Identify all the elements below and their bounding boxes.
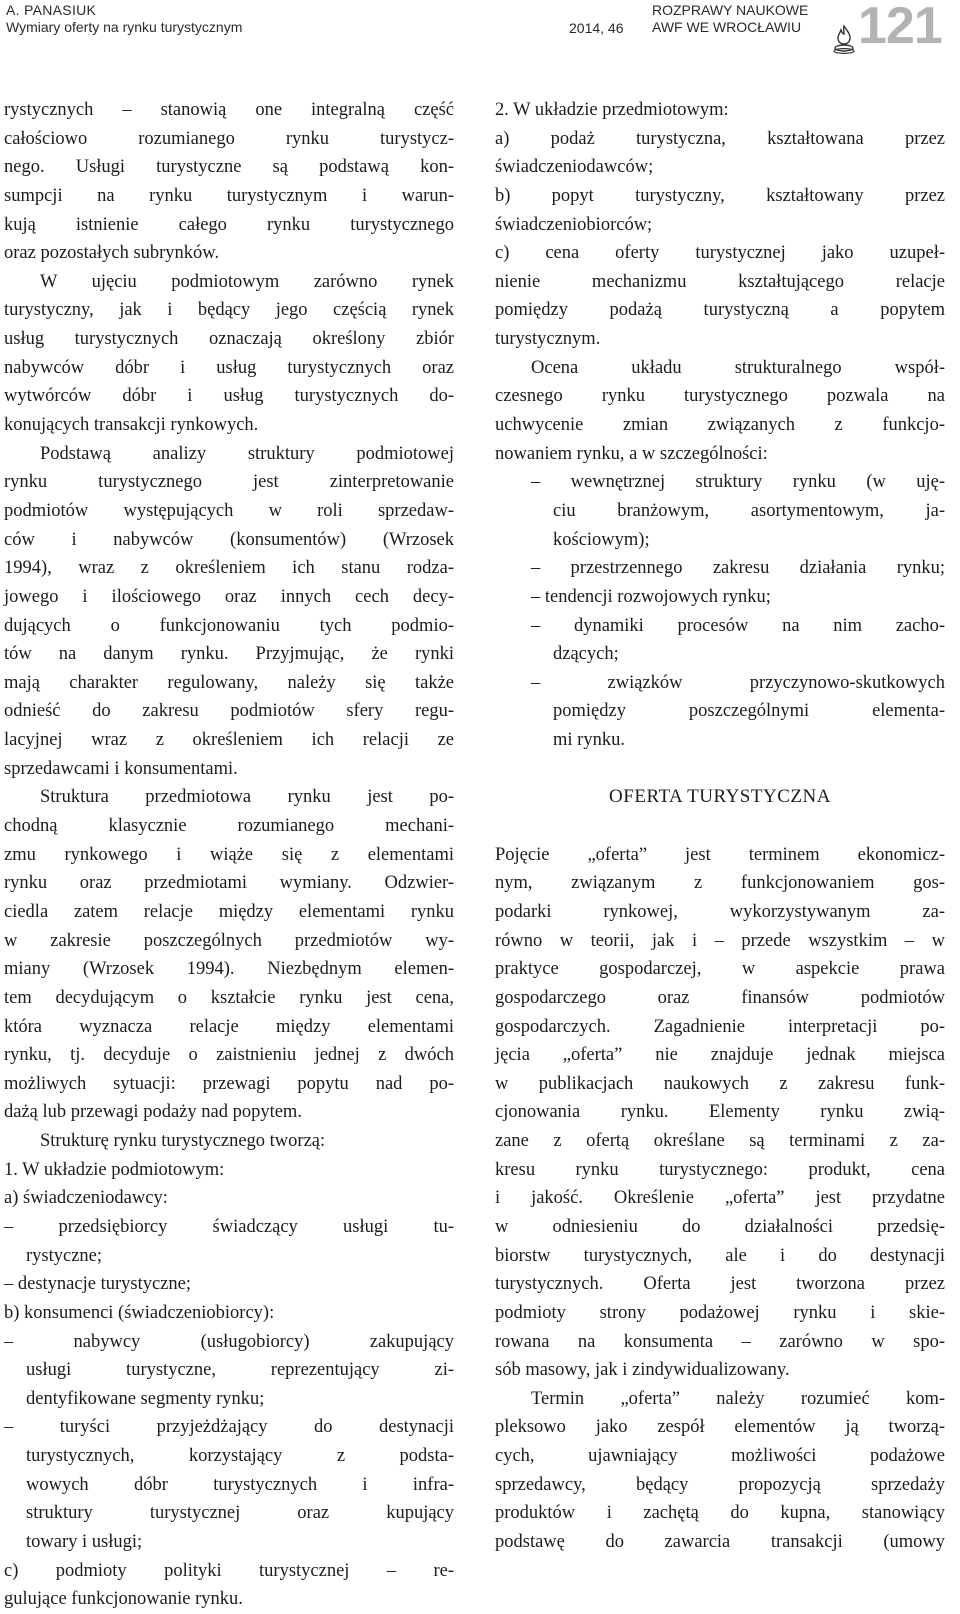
text-line: W ujęciu podmiotowym zarówno rynek: [40, 271, 454, 292]
text-line: podarki rynkowej, wykorzystywanym za-: [495, 901, 945, 922]
text-line: kresu rynku turystycznego: produkt, cena: [495, 1159, 945, 1180]
text-line: dażą lub przewagi podaży nad popytem.: [4, 1102, 302, 1123]
text-line: Strukturę rynku turystycznego tworzą:: [40, 1131, 326, 1152]
text-line: rystycznych – stanowią one integralną część: [4, 100, 454, 120]
text-line: sprzedawcy, będący propozycją sprzedaży: [495, 1474, 945, 1495]
text-line: w zakresie poszczególnych przedmiotów wy-: [4, 930, 454, 951]
left-column: [4, 96, 454, 1614]
text-line: oraz pozostałych subrynków.: [4, 243, 220, 264]
text-line: sób masowy, jak i zindywidualizowany.: [495, 1360, 790, 1381]
list-item: a) świadczeniodawcy:: [4, 1188, 168, 1209]
list-item: b) popyt turystyczny, kształtowany przez: [495, 185, 945, 206]
text-line: rowana na konsumenta – zarówno w spo-: [495, 1331, 945, 1352]
running-head-title: Wymiary oferty na rynku turystycznym: [6, 19, 243, 35]
text-line: biorstw turystycznych, ale i do destynacji: [495, 1245, 945, 1266]
text-line: ciedla zatem relacje między elementami rynku: [4, 901, 454, 922]
journal-name-line1: ROZPRAWY NAUKOWE: [652, 2, 809, 18]
text-line: Pojęcie „oferta” jest terminem ekonomicz-: [495, 844, 945, 865]
text-line: równo w teorii, jak i – przede wszystkim – w: [495, 930, 945, 951]
list-item: c) podmioty polityki turystycznej – re-: [4, 1560, 454, 1581]
spacer: [495, 812, 945, 841]
list-item: turystycznym.: [495, 329, 601, 350]
text-line: gospodarczych. Zagadnienie interpretacji po-: [495, 1016, 945, 1037]
text-line: produktów i zachętą do kupna, stanowiący: [495, 1503, 945, 1524]
text-line: tów na danym rynku. Przyjmując, że rynki: [4, 644, 454, 665]
list-item: – związków przyczynowo-skutkowych: [531, 672, 945, 693]
text-line: tem decydującym o kształcie rynku jest cena,: [4, 987, 454, 1008]
text-line: kują istnienie całego rynku turystycznego: [4, 214, 454, 235]
text-line: w publikacjach naukowych z zakresu funk-: [495, 1073, 945, 1094]
text-line: cych, ujawniający możliwości podażowe: [495, 1446, 945, 1467]
list-item: usługi turystyczne, reprezentujący zi-: [26, 1360, 454, 1381]
running-head-author: A. PANASIUK: [6, 2, 97, 18]
text-line: ców i nabywców (konsumentów) (Wrzosek: [4, 529, 454, 550]
text-line: chodną klasycznie rozumianego mechani-: [4, 816, 454, 837]
text-line: jowego i ilościowego oraz innych cech decy-: [4, 586, 454, 607]
text-line: pleksowo jako zespół elementów ją tworzą-: [495, 1417, 945, 1438]
text-line: usług turystycznych oznaczają określony zbiór: [4, 329, 454, 350]
list-item: – wewnętrznej struktury rynku (w uję-: [531, 472, 945, 493]
text-line: nowaniem rynku, a w szczególności:: [495, 443, 768, 464]
list-item: – tendencji rozwojowych rynku;: [531, 586, 771, 607]
text-line: zane z ofertą określane są terminami z za-: [495, 1131, 945, 1152]
list-item: struktury turystycznej oraz kupujący: [26, 1503, 454, 1524]
page-header: [0, 0, 960, 58]
text-line: jęcia „oferta” nie znajduje jednak miejsca: [495, 1045, 945, 1066]
text-line: praktyce gospodarczej, w aspekcie prawa: [495, 959, 945, 980]
text-line: która wyznacza relacje między elementami: [4, 1016, 454, 1037]
section-heading: OFERTA TURYSTYCZNA: [609, 786, 831, 808]
list-item: – przestrzennego zakresu działania rynku;: [531, 558, 945, 579]
text-line: cjonowania rynku. Elementy rynku zwią-: [495, 1102, 945, 1123]
text-line: 1994), wraz z określeniem ich stanu rodza-: [4, 558, 454, 579]
list-item: 2. W układzie przedmiotowym:: [495, 100, 729, 120]
text-line: możliwych sytuacji: przewagi popytu nad po-: [4, 1073, 454, 1094]
journal-name-line2: AWF WE WROCŁAWIU: [652, 19, 802, 35]
text-line: nego. Usługi turystyczne są podstawą kon-: [4, 157, 454, 178]
text-line: czesnego rynku turystycznego pozwala na: [495, 386, 945, 407]
text-line: sprzedawcami i konsumentami.: [4, 758, 238, 779]
right-column: [495, 96, 945, 1557]
text-line: Ocena układu strukturalnego współ-: [531, 357, 945, 378]
text-line: podstawę do zawarcia transakcji (umowy: [495, 1532, 945, 1553]
running-head-year-issue: 2014, 46: [569, 20, 624, 36]
running-head-left: [6, 2, 242, 36]
text-line: odnieść do zakresu podmiotów sfery regu-: [4, 701, 454, 722]
spacer: [495, 755, 945, 784]
text-line: całościowo rozumianego rynku turystycz-: [4, 128, 454, 149]
text-line: lacyjnej wraz z określeniem ich relacji ze: [4, 730, 454, 751]
list-item: c) cena oferty turystycznej jako uzupeł-: [495, 243, 945, 264]
running-head-journal: [652, 2, 808, 36]
text-line: rynku turystycznego jest zinterpretowanie: [4, 472, 454, 493]
list-item: wowych dóbr turystycznych i infra-: [26, 1474, 454, 1495]
page-number: 121: [858, 0, 942, 55]
text-line: uchwycenie zmian związanych z funkcjo-: [495, 415, 945, 436]
text-line: Struktura przedmiotowa rynku jest po-: [40, 787, 454, 808]
list-item: mi rynku.: [553, 730, 625, 751]
list-item: 1. W układzie podmiotowym:: [4, 1159, 225, 1180]
list-item: dentyfikowane segmenty rynku;: [26, 1388, 265, 1409]
list-item: świadczeniodawców;: [495, 157, 654, 178]
list-item: pomiędzy podażą turystyczną a popytem: [495, 300, 945, 321]
text-line: zmu rynkowego i wiąże się z elementami: [4, 844, 454, 865]
text-line: sumpcji na rynku turystycznym i warun-: [4, 185, 454, 206]
text-line: gospodarczego oraz finansów podmiotów: [495, 987, 945, 1008]
list-item: dzących;: [553, 644, 619, 665]
text-line: podmiotów występujących w roli sprzedaw-: [4, 500, 454, 521]
text-line: wytwórców dóbr i usług turystycznych do-: [4, 386, 454, 407]
list-item: – dynamiki procesów na nim zacho-: [531, 615, 945, 636]
list-item: – przedsiębiorcy świadczący usługi tu-: [4, 1216, 454, 1237]
text-line: turystyczny, jak i będący jego częścią rynek: [4, 300, 454, 321]
text-line: dujących o funkcjonowaniu tych podmio-: [4, 615, 454, 636]
text-line: i jakość. Określenie „oferta” jest przydatne: [495, 1188, 945, 1209]
list-item: towary i usługi;: [26, 1532, 143, 1553]
list-item: – nabywcy (usługobiorcy) zakupujący: [4, 1331, 454, 1352]
text-line: rynku oraz przedmiotami wymiany. Odzwier-: [4, 873, 454, 894]
list-item: ciu branżowym, asortymentowym, ja-: [553, 500, 945, 521]
list-item: świadczeniobiorców;: [495, 214, 653, 235]
list-item: turystycznych, korzystający z podsta-: [26, 1446, 454, 1467]
text-line: turystycznych. Oferta jest tworzona przez: [495, 1274, 945, 1295]
list-item: nienie mechanizmu kształtującego relacje: [495, 271, 945, 292]
text-line: miany (Wrzosek 1994). Niezbędnym elemen-: [4, 959, 454, 980]
text-line: nym, związanym z funkcjonowaniem gos-: [495, 873, 945, 894]
list-item: – destynacje turystyczne;: [4, 1274, 191, 1295]
list-item: a) podaż turystyczna, kształtowana przez: [495, 128, 945, 149]
text-line: mają charakter regulowany, należy się także: [4, 672, 454, 693]
text-line: podmioty strony podażowej rynku i skie-: [495, 1302, 945, 1323]
list-item: b) konsumenci (świadczeniobiorcy):: [4, 1302, 275, 1323]
awf-flame-logo-icon: [832, 24, 856, 54]
text-line: Podstawą analizy struktury podmiotowej: [40, 443, 454, 464]
text-line: nabywców dóbr i usług turystycznych oraz: [4, 357, 454, 378]
text-line: Termin „oferta” należy rozumieć kom-: [531, 1388, 945, 1409]
text-line: konujących transakcji rynkowych.: [4, 415, 259, 436]
list-item: rystyczne;: [26, 1245, 103, 1266]
list-item: kościowym);: [553, 529, 650, 550]
list-item: gulujące funkcjonowanie rynku.: [4, 1589, 243, 1610]
text-line: w odniesieniu do działalności przedsię-: [495, 1216, 945, 1237]
text-line: rynku, tj. decyduje o zaistnieniu jednej z dwóch: [4, 1045, 454, 1066]
list-item: pomiędzy poszczególnymi elementa-: [553, 701, 945, 722]
list-item: – turyści przyjeżdżający do destynacji: [4, 1417, 454, 1438]
